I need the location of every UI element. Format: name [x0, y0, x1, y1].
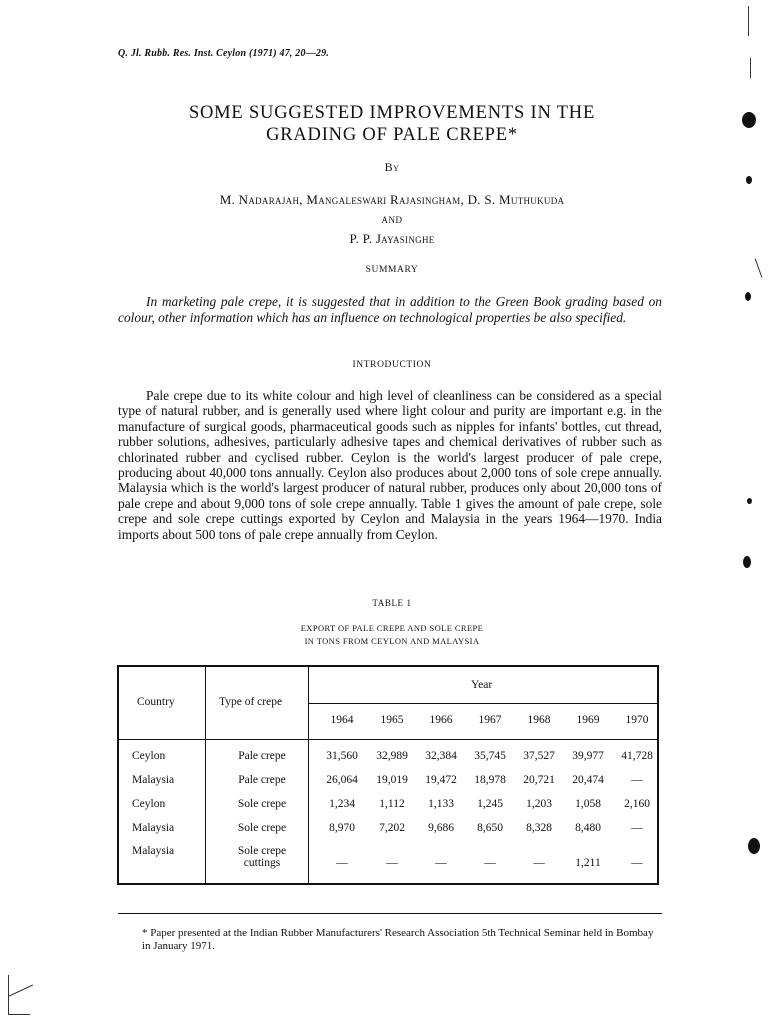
scan-speck [748, 838, 760, 854]
header-year-1964: 1964 [330, 714, 354, 726]
header-year-1967: 1967 [478, 714, 502, 726]
header-country: Country [137, 696, 175, 708]
table-cell-value: 35,745 [474, 750, 506, 762]
footnote-rule [118, 913, 662, 914]
header-year-1968: 1968 [527, 714, 551, 726]
scan-scratch [750, 58, 751, 78]
header-year: Year [471, 679, 493, 691]
table-cell-type: Pale crepe [238, 774, 286, 786]
scan-speck [743, 556, 751, 568]
paper-title [118, 102, 666, 146]
summary-text: In marketing pale crepe, it is suggested that in addition to the Green Book grading based on colour, other information which has an influence on technological properties be also specified. [118, 294, 662, 325]
table-cell-country: Malaysia [132, 845, 175, 857]
and-word: AND [381, 215, 403, 225]
scan-scratch [748, 6, 749, 36]
header-year-1970: 1970 [625, 714, 649, 726]
table-cell-value: 1,112 [379, 798, 405, 810]
table-cell-value: 2,160 [624, 798, 650, 810]
table-cell-value: 1,203 [526, 798, 552, 810]
table-cell-country: Malaysia [132, 774, 175, 786]
table-cell-value: — [336, 857, 348, 869]
table-rule-year [308, 703, 659, 704]
table-caption-line-2: IN TONS FROM CEYLON AND MALAYSIA [304, 636, 480, 646]
table-cell-value: 18,978 [474, 774, 506, 786]
scan-speck [747, 498, 752, 504]
table-cell-value: — [484, 857, 496, 869]
table-cell-value: 9,686 [428, 822, 454, 834]
author-last: P. P. Jayasinghe [349, 231, 435, 246]
scan-speck [746, 176, 752, 184]
scan-speck [742, 112, 756, 128]
table-cell-value: 1,234 [329, 798, 355, 810]
table-cell-value: 1,245 [477, 798, 503, 810]
export-table [117, 665, 659, 885]
table-cell-value: — [386, 857, 398, 869]
scan-scratch [8, 1014, 30, 1015]
table-cell-type: Pale crepe [238, 750, 286, 762]
authors: M. Nadarajah, Mangaleswari Rajasingham, D. S. Muthukuda [219, 192, 565, 207]
table-cell-value: 1,133 [428, 798, 454, 810]
journal-citation: Q. Jl. Rubb. Res. Inst. Ceylon (1971) 47, 20—29. [118, 48, 330, 59]
table-cell-value: 7,202 [379, 822, 405, 834]
scan-scratch [9, 985, 33, 997]
table-cell-value: 8,970 [329, 822, 355, 834]
scan-speck [745, 292, 751, 301]
table-cell-value: 8,650 [477, 822, 503, 834]
table-rule-header [119, 739, 659, 740]
table-cell-value: 19,019 [376, 774, 408, 786]
header-type-of-crepe: Type of crepe [219, 696, 283, 708]
title-line-2: GRADING OF PALE CREPE* [266, 125, 518, 145]
table-label: TABLE 1 [372, 598, 412, 608]
introduction-text: Pale crepe due to its white colour and high level of cleanliness can be considered as a special type of natural rubber, and is generally used where light colour and purity are important e.g. in the manufacture of surgical goods, pharmaceutical goods such as nipples for infants' bottles, cut thread, rubber solutions, adhesives, particularly adhesive tapes and chemical derivatives of rubber such as chlorinated rubber and cyclised rubber. Ceylon is the world's largest producer of pale crepe, producing about 40,000 tons annually. Ceylon also produces about 2,000 tons of sole crepe annually. Malaysia which is the world's largest producer of natural rubber, produces only about 20,000 tons of pale crepe and about 9,000 tons of sole crepe annually. Table 1 gives the amount of pale crepe, sole crepe and sole crepe cuttings exported by Ceylon and Malaysia in the years 1964—1970. India imports about 500 tons of pale crepe annually from Ceylon. [118, 388, 662, 542]
footnote: * Paper presented at the Indian Rubber Manufacturers' Research Association 5th Technical Seminar held in Bombay in January 1971. [142, 927, 654, 952]
table-cell-value: 39,977 [572, 750, 604, 762]
scan-scratch [755, 258, 763, 277]
header-year-1966: 1966 [429, 714, 453, 726]
table-cell-country: Malaysia [132, 822, 175, 834]
scan-scratch [8, 975, 9, 1015]
header-year-1965: 1965 [380, 714, 404, 726]
table-divider-country [205, 667, 206, 883]
table-cell-value: 31,560 [326, 750, 358, 762]
table-cell-value: — [631, 822, 643, 834]
table-cell-value: 20,474 [572, 774, 604, 786]
table-cell-value: 19,472 [425, 774, 457, 786]
table-caption [118, 622, 666, 648]
table-cell-value: 32,384 [425, 750, 457, 762]
table-cell-value: 20,721 [523, 774, 555, 786]
title-line-1: SOME SUGGESTED IMPROVEMENTS IN THE [188, 103, 596, 123]
table-cell-type: Sole crepe [237, 798, 287, 810]
table-cell-value: 8,480 [575, 822, 601, 834]
table-cell-value: — [631, 857, 643, 869]
introduction-heading: INTRODUCTION [352, 360, 432, 370]
table-cell-country: Ceylon [132, 798, 166, 810]
table-cell-value: 8,328 [526, 822, 552, 834]
table-cell-value: 37,527 [523, 750, 555, 762]
table-cell-value: 1,211 [575, 857, 601, 869]
table-cell-value: 32,989 [376, 750, 408, 762]
summary-heading: SUMMARY [365, 265, 419, 275]
table-cell-value: — [533, 857, 545, 869]
table-cell-value: — [435, 857, 447, 869]
by-line: By [384, 160, 400, 174]
table-cell-value: — [631, 774, 643, 786]
table-cell-country: Ceylon [132, 750, 166, 762]
table-cell-value: 41,728 [621, 750, 653, 762]
table-cell-value: 1,058 [575, 798, 601, 810]
header-year-1969: 1969 [576, 714, 600, 726]
table-cell-type: Sole crepe [237, 822, 287, 834]
table-caption-line-1: EXPORT OF PALE CREPE AND SOLE CREPE [300, 623, 484, 633]
table-divider-type [308, 667, 309, 883]
table-cell-type: Sole crepe cuttings [237, 845, 287, 869]
table-cell-value: 26,064 [326, 774, 358, 786]
